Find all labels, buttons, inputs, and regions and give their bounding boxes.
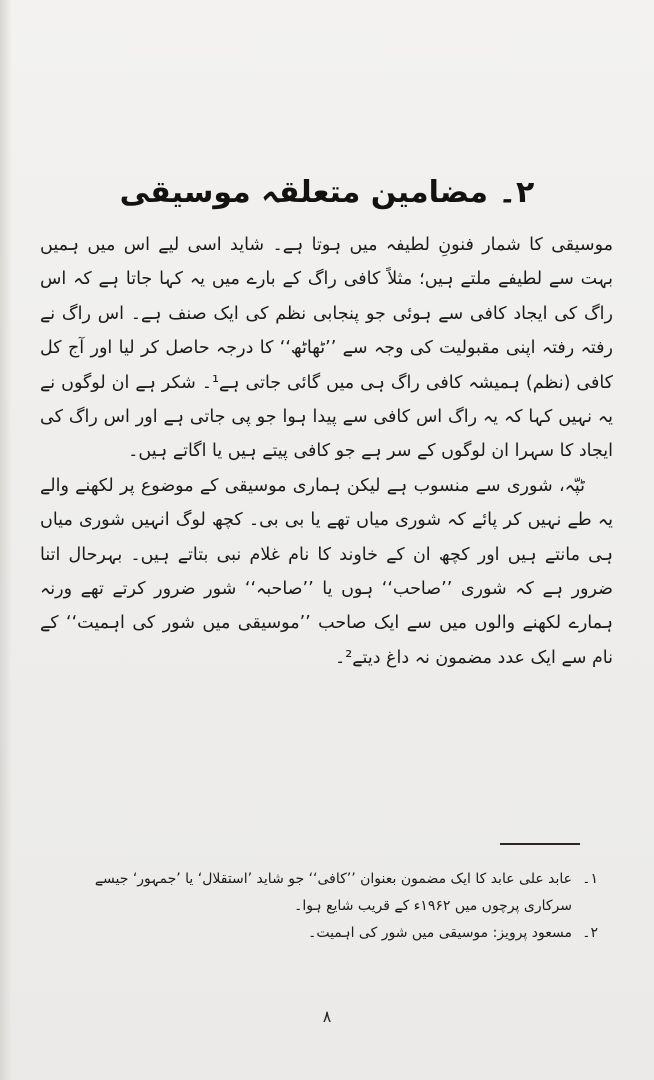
footnote-text: مسعود پرویز: موسیقی میں شور کی اہمیت۔ [308,925,572,941]
paragraph: ٹپّہ، شوری سے منسوب ہے لیکن ہماری موسیقی کے موضوع پر لکھنے والے یہ طے نہیں کر پائے کہ شوری میاں تھے یا بی بی۔ کچھ لوگ انہیں شوری میاں ہی مانتے ہیں اور کچھ ان کے خاوند کا نام غلام نبی بتاتے ہیں۔ بہرحال اتنا ضرور ہے کہ شوری ’’صاحب‘‘ ہوں یا ’’صاحبہ‘‘ شور ضرور کرتے تھے ورنہ ہمارے لکھنے والوں میں سے ایک صاحب ’’موسیقی میں شور کی اہمیت‘‘ کے نام سے ایک عدد مضمون نہ داغ دیتے²۔ [40,475,613,668]
footnotes [50,866,598,947]
chapter-title: ۲۔ مضامین متعلقہ موسیقی [119,175,535,211]
footnote-number: ۱۔ [582,871,598,887]
body-text [40,228,613,675]
page-number: ۸ [322,1007,332,1026]
footnote-separator [500,843,580,845]
paragraph: موسیقی کا شمار فنونِ لطیفہ میں ہوتا ہے۔ شاید اسی لیے اس میں ہمیں بہت سے لطیفے ملتے ہیں؛ مثلاً کافی راگ کے بارے میں یہ کہا جاتا ہے کہ اس راگ کی ایجاد کافی سے ہوئی جو پنجابی نظم کی ایک صنف ہے۔ اس راگ نے رفتہ رفتہ اپنی مقبولیت کی وجہ سے ’’ٹھاٹھ‘‘ کا درجہ حاصل کر لیا اور آج کل کافی (نظم) ہمیشہ کافی راگ ہی میں گائی جاتی ہے¹۔ شکر ہے ان لوگوں نے یہ نہیں کہا کہ یہ راگ اس کافی سے پیدا ہوا جو پی جاتی ہے اور اس راگ کی ایجاد کا سہرا ان لوگوں کے سر ہے جو کافی پیتے ہیں یا اگاتے ہیں۔ [40,235,613,462]
footnote-number: ۲۔ [582,925,598,941]
footnote-text: عابد علی عابد کا ایک مضمون بعنوان ’’کافی‘‘ جو شاید ’استقلال‘ یا ’جمہور‘ جیسے سرکاری پرچوں میں ۱۹۶۲ء کے قریب شایع ہوا۔ [94,871,572,914]
footnote [50,866,598,920]
page-gutter-shadow [0,0,12,1080]
footnote [50,920,598,947]
